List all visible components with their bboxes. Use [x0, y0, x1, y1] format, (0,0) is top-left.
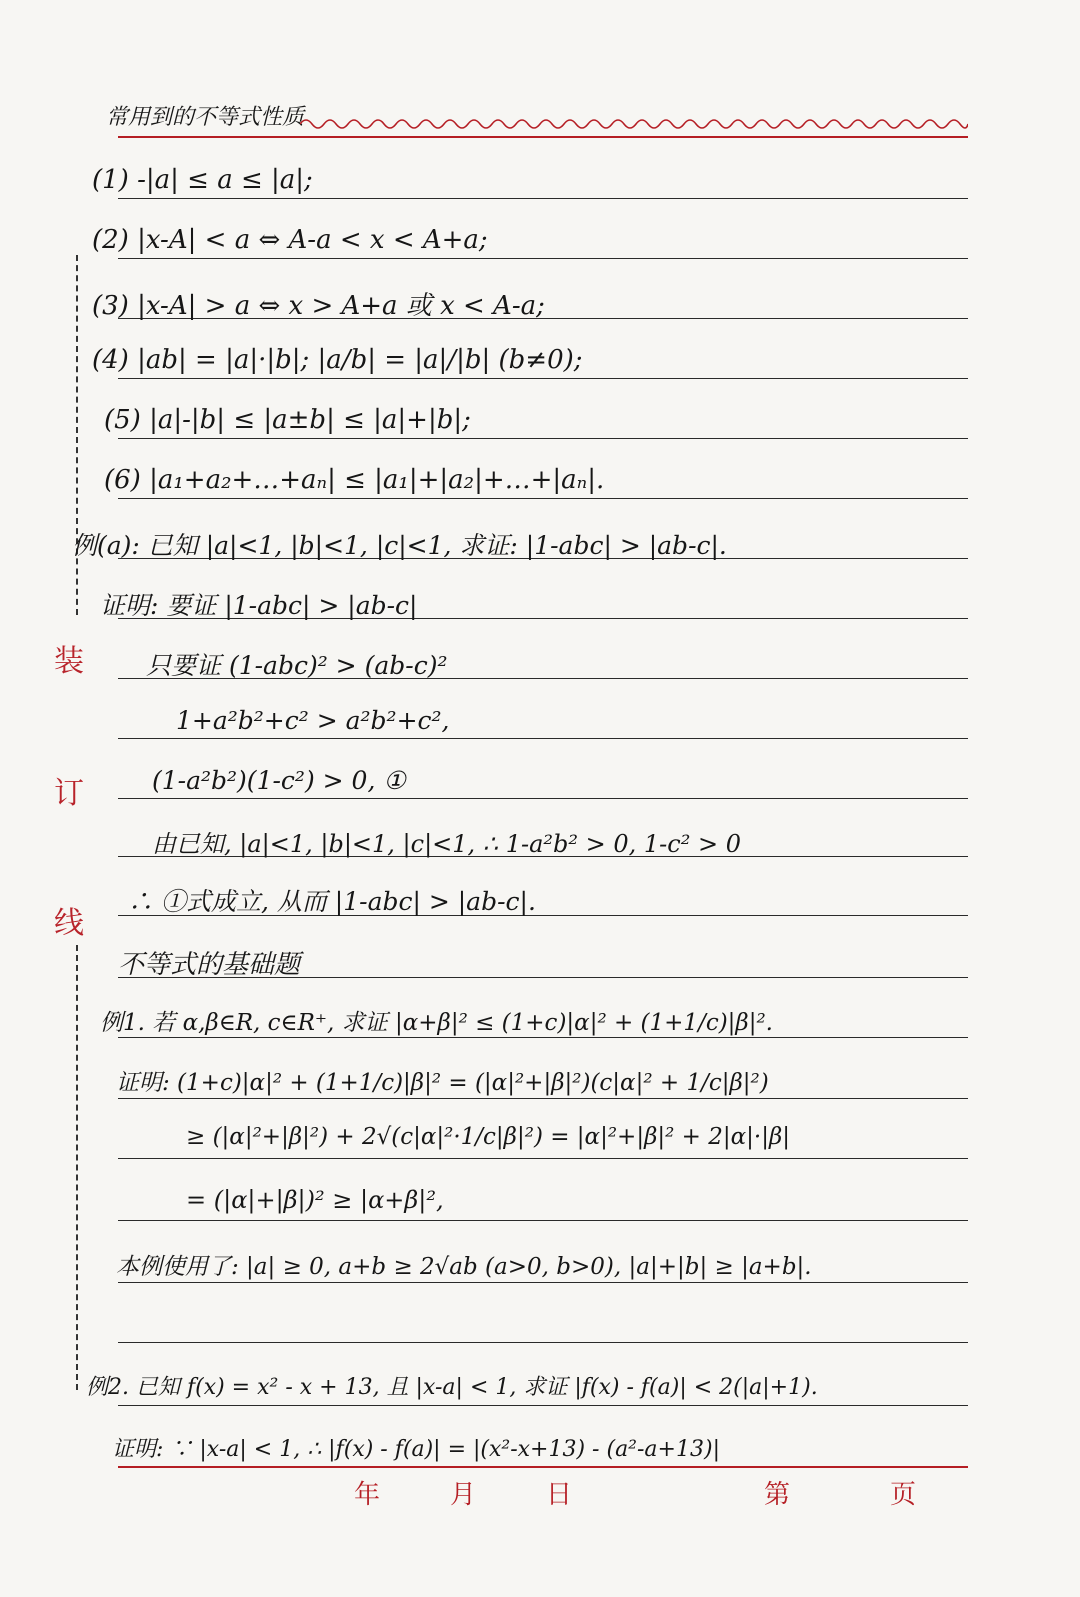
proof-line: ≥ (|α|²+|β|²) + 2√(c|α|²·1/c|β|²) = |α|²+|β|² + 2|α|·|β| — [186, 1124, 791, 1150]
property-2: (2) |x-A| < a ⇔ A-a < x < A+a; — [92, 225, 488, 255]
ruled-line — [118, 1405, 968, 1406]
proof-line: 由已知, |a|<1, |b|<1, |c|<1, ∴ 1-a²b² > 0, 1-c² > 0 — [152, 830, 741, 858]
footer-month: 月 — [450, 1480, 477, 1510]
footer-page-suffix: 页 — [890, 1480, 917, 1510]
ruled-line — [118, 438, 968, 439]
example-1-statement: 例1. 若 α,β∈R, c∈R⁺, 求证 |α+β|² ≤ (1+c)|α|² + (1+1/c)|β|². — [100, 1010, 773, 1036]
page-title: 常用到的不等式性质 — [106, 105, 305, 130]
proof-conclusion: ∴ ①式成立, 从而 |1-abc| > |ab-c|. — [128, 887, 536, 916]
property-5: (5) |a|-|b| ≤ |a±b| ≤ |a|+|b|; — [104, 405, 471, 435]
section-heading: 不等式的基础题 — [118, 950, 301, 980]
ruled-line — [118, 258, 968, 259]
ruled-line — [118, 1282, 968, 1283]
property-3: (3) |x-A| > a ⇔ x > A+a 或 x < A-a; — [92, 291, 545, 321]
binding-dash-line — [76, 945, 78, 1390]
ruled-line — [118, 1098, 968, 1099]
ruled-line — [118, 1466, 968, 1468]
footer-page-prefix: 第 — [764, 1480, 791, 1510]
proof-line: 证明: (1+c)|α|² + (1+1/c)|β|² = (|α|²+|β|²)(c|α|² + 1/c|β|²) — [116, 1070, 769, 1096]
ruled-line — [118, 1158, 968, 1159]
property-6: (6) |a₁+a₂+…+aₙ| ≤ |a₁|+|a₂|+…+|aₙ|. — [104, 465, 605, 495]
proof-line: 只要证 (1-abc)² > (ab-c)² — [146, 651, 448, 680]
property-4: (4) |ab| = |a|·|b|; |a/b| = |a|/|b| (b≠0); — [92, 345, 583, 375]
binding-label: 订 — [54, 776, 84, 811]
ruled-line — [118, 378, 968, 379]
footer-day: 日 — [546, 1480, 573, 1510]
example-statement: 例(a): 已知 |a|<1, |b|<1, |c|<1, 求证: |1-abc| > |ab-c|. — [72, 531, 727, 560]
footer-year: 年 — [354, 1480, 381, 1510]
example-2-statement: 例2. 已知 f(x) = x² - x + 13, 且 |x-a| < 1, 求证 |f(x) - f(a)| < 2(|a|+1). — [86, 1375, 818, 1400]
proof-line: 1+a²b²+c² > a²b²+c², — [176, 706, 450, 735]
proof-line: 证明: ∵ |x-a| < 1, ∴ |f(x) - f(a)| = |(x²-x+13) - (a²-a+13)| — [112, 1437, 720, 1462]
ruled-line — [118, 1342, 968, 1343]
proof-line: = (|α|+|β|)² ≥ |α+β|², — [186, 1186, 444, 1214]
ruled-line — [118, 738, 968, 739]
ruled-line — [118, 798, 968, 799]
ruled-line — [118, 136, 968, 138]
binding-label: 线 — [54, 906, 84, 941]
example-note: 本例使用了: |a| ≥ 0, a+b ≥ 2√ab (a>0, b>0), |a|+|b| ≥ |a+b|. — [116, 1254, 812, 1280]
ruled-line — [118, 1037, 968, 1038]
ruled-line — [118, 1220, 968, 1221]
binding-label: 装 — [54, 644, 84, 679]
property-1: (1) -|a| ≤ a ≤ |a|; — [92, 165, 313, 195]
ruled-line — [118, 498, 968, 499]
proof-line: 证明: 要证 |1-abc| > |ab-c| — [100, 591, 418, 620]
ruled-line — [118, 198, 968, 199]
proof-line: (1-a²b²)(1-c²) > 0, ① — [152, 766, 406, 795]
title-wave-decoration — [300, 116, 968, 132]
